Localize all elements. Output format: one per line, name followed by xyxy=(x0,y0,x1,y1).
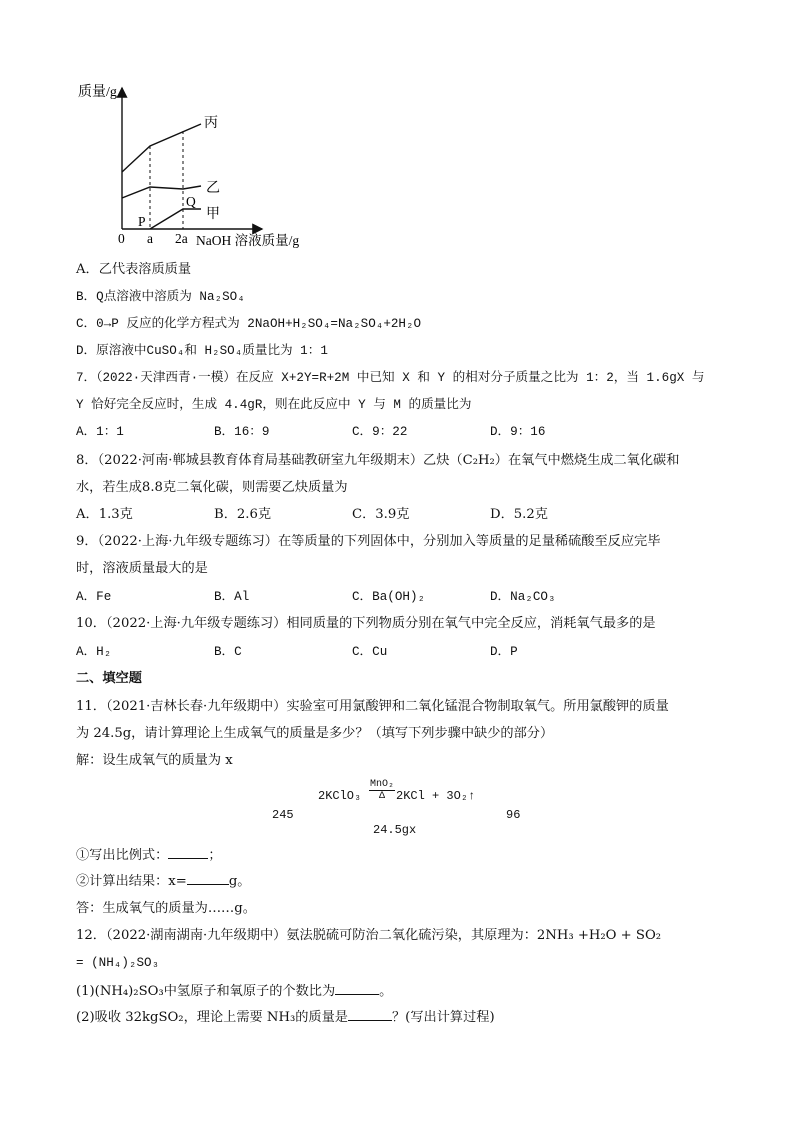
q6-option-d: D．原溶液中CuSO₄和 H₂SO₄质量比为 1：1 xyxy=(76,344,328,358)
q12-stem-line1: 12．（2022·湖南湖南·九年级期中）氨法脱硫可防治二氧化硫污染，其原理为：2NH₃ +H₂O + SO₂ xyxy=(76,928,662,943)
y-axis-label: 质量/g xyxy=(78,85,117,100)
value-mass: 24.5gx xyxy=(373,823,417,837)
q8-stem-line1: 8．（2022·河南·郸城县教育体育局基础教研室九年级期末）乙炔（C₂H₂）在氧气中燃烧生成二氧化碳和 xyxy=(76,453,680,468)
q7-stem-line2: Y 恰好完全反应时，生成 4.4gR，则在此反应中 Y 与 M 的质量比为 xyxy=(76,398,472,412)
part1-end: 。 xyxy=(379,984,393,999)
q9-option-c: C．Ba(OH)₂ xyxy=(352,590,426,604)
q8-option-a: A．1.3克 xyxy=(76,507,133,522)
x-axis-label: NaOH 溶液质量/g xyxy=(196,233,300,248)
equation-left: 2KClO₃ xyxy=(318,789,362,803)
curve-jia xyxy=(150,209,201,229)
value-245: 245 xyxy=(272,808,294,822)
q8-stem-line2: 水，若生成8.8克二氧化碳，则需要乙炔质量为 xyxy=(76,480,348,495)
q11-stem-line1: 11．（2021·吉林长春·九年级期中）实验室可用氯酸钾和二氧化锰混合物制取氧气。所用氯酸钾的质量 xyxy=(76,699,669,714)
step1-end: ； xyxy=(208,848,222,863)
ratio-answer-blank[interactable] xyxy=(335,982,379,995)
tick-a-label: a xyxy=(147,231,153,246)
q9-option-d: D．Na₂CO₃ xyxy=(490,590,556,604)
catalyst-label: MnO₂ xyxy=(369,779,394,790)
section-title: 二、填空题 xyxy=(76,671,142,686)
q10-option-d: D．P xyxy=(490,645,518,659)
q9-stem-line2: 时，溶液质量最大的是 xyxy=(76,561,208,576)
q9-option-b: B．Al xyxy=(214,590,250,604)
q10-stem: 10．（2022·上海·九年级专题练习）相同质量的下列物质分别在氧气中完全反应，消耗氧气最多的是 xyxy=(76,616,656,631)
result-blank[interactable] xyxy=(187,872,229,885)
q6-option-b: B．Q点溶液中溶质为 Na₂SO₄ xyxy=(76,290,245,304)
q7-option-a: A．1：1 xyxy=(76,425,124,439)
step1-label: ①写出比例式： xyxy=(76,848,169,863)
q12-stem-line2: = (NH₄)₂SO₃ xyxy=(76,956,160,970)
curve-yi-label: 乙 xyxy=(206,181,220,196)
step2-end: g。 xyxy=(228,874,251,889)
curve-bing-label: 丙 xyxy=(204,116,218,131)
nh3-mass-blank[interactable] xyxy=(348,1008,392,1021)
q7-option-d: D．9：16 xyxy=(490,425,546,439)
ratio-blank[interactable] xyxy=(168,846,208,859)
q10-option-c: C．Cu xyxy=(352,645,388,659)
q8-option-c: C．3.9克 xyxy=(352,507,410,522)
tick-2a-label: 2a xyxy=(175,231,188,246)
q7-option-c: C．9：22 xyxy=(352,425,408,439)
q7-option-b: B．16：9 xyxy=(214,425,270,439)
q9-stem-line1: 9．（2022·上海·九年级专题练习）在等质量的下列固体中，分别加入等质量的足量稀硫酸至反应完毕 xyxy=(76,534,661,549)
q11-step2 xyxy=(76,872,250,891)
part1-label: (1)(NH₄)₂SO₃中氢原子和氧原子的个数比为 xyxy=(76,984,336,999)
curve-bing xyxy=(122,124,201,172)
q8-option-d: D．5.2克 xyxy=(490,507,548,522)
value-96: 96 xyxy=(506,808,521,822)
q10-option-a: A．H₂ xyxy=(76,645,112,659)
q6-option-a: A．乙代表溶质质量 xyxy=(76,262,192,277)
q11-solve-line: 解：设生成氧气的质量为 x xyxy=(76,753,233,768)
step2-label: ②计算出结果：x= xyxy=(76,874,187,889)
q12-part1 xyxy=(76,982,392,1001)
point-q-label: Q xyxy=(186,194,196,209)
point-p-label: P xyxy=(138,214,146,229)
q11-step1 xyxy=(76,846,222,865)
q8-option-b: B．2.6克 xyxy=(214,507,272,522)
q9-option-a: A．Fe xyxy=(76,590,112,604)
q11-answer: 答：生成氧气的质量为……g。 xyxy=(76,901,256,916)
part2-label: (2)吸收 32kgSO₂，理论上需要 NH₃的质量是 xyxy=(76,1010,348,1025)
q6-option-c: C．0→P 反应的化学方程式为 2NaOH+H₂SO₄=Na₂SO₄+2H₂O xyxy=(76,317,422,331)
equation-condition xyxy=(369,779,395,802)
equation-right: 2KCl + 3O₂↑ xyxy=(396,789,476,803)
origin-label: 0 xyxy=(118,231,125,246)
q10-option-b: B．C xyxy=(214,645,242,659)
heat-label: Δ xyxy=(378,791,385,802)
curve-jia-label: 甲 xyxy=(206,207,220,222)
q12-part2 xyxy=(76,1008,495,1027)
part2-end: ？(写出计算过程) xyxy=(392,1010,495,1025)
q7-stem-line1: 7．（2022·天津西青·一模）在反应 X+2Y=R+2M 中已知 X 和 Y 的相对分子质量之比为 1：2，当 1.6gX 与 xyxy=(76,371,705,385)
q11-stem-line2: 为 24.5g，请计算理论上生成氧气的质量是多少？（填写下列步骤中缺少的部分） xyxy=(76,726,554,741)
reaction-mass-graph xyxy=(0,0,794,260)
